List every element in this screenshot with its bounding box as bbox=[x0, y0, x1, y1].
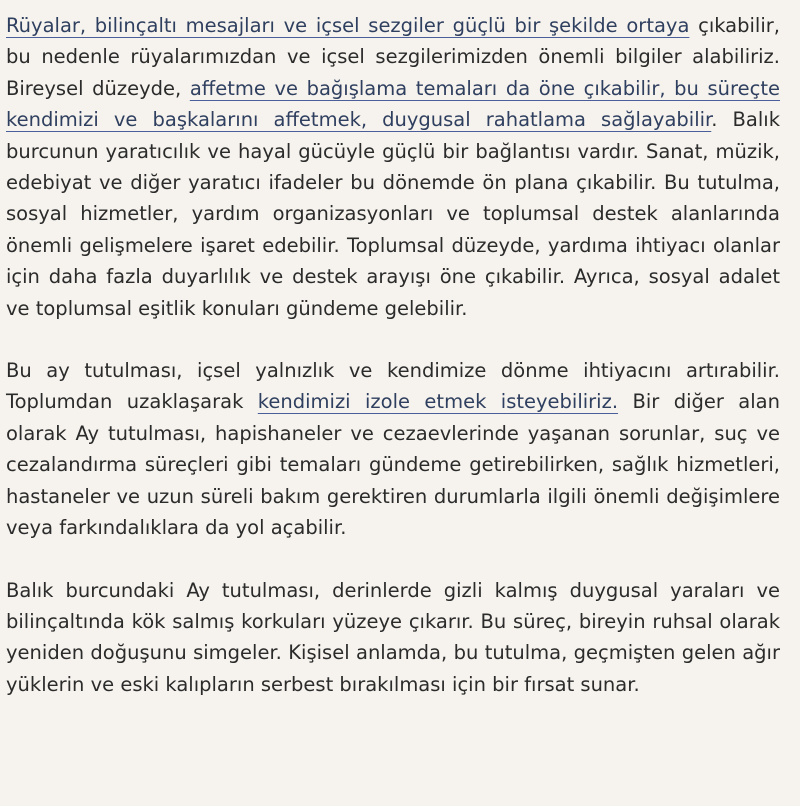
paragraph-emotional-wounds bbox=[6, 575, 780, 701]
paragraph-text: Balık burcundaki Ay tutulması, derinlerde gizli kalmış duygusal yaraları ve bilinçaltında kök salmış korkuları yüzeye çıkarır. Bu süreç, bireyin ruhsal olarak yeniden doğuşunu simgeler. Kişisel anlamda, bu tutulma, geçmişten gelen ağır yüklerin ve eski kalıpların serbest bırakılması için bir fırsat sunar. bbox=[6, 578, 780, 696]
article-body bbox=[6, 10, 780, 700]
highlight-isolation: kendimizi izole etmek isteyebiliriz. bbox=[257, 390, 619, 414]
paragraph-text: çıkabilir, bu nedenle rüyalarımızdan ve içsel sezgilerimizden önemli bilgiler alabiliriz. Bireysel düzeyde, bbox=[6, 14, 780, 100]
paragraph-text: Bir diğer alan olarak Ay tutulması, hapishaneler ve cezaevlerinde yaşanan sorunlar, suç ve cezalandırma süreçleri gibi temaları gündeme getirebilirken, sağlık hizmetleri, hastaneler ve uzun süreli bakım gerektiren durumlarla ilgili önemli değişimlere veya farkındalıklara da yol açabilir. bbox=[6, 390, 780, 540]
highlight-dreams: Rüyalar, bilinçaltı mesajları ve içsel sezgiler güçlü bir şekilde ortaya bbox=[6, 14, 690, 37]
paragraph-text: . Balık burcunun yaratıcılık ve hayal gücüyle güçlü bir bağlantısı vardır. Sanat, müzik, edebiyat ve diğer yaratıcı ifadeler bu dönemde ön plana çıkabilir. Bu tutulma, sosyal hizmetler, yardım organizasyonları ve toplumsal destek alanlarında önemli gelişmelere işaret edebilir. Toplumsal düzeyde, yardıma ihtiyacı olanlar için daha fazla duyarlılık ve destek arayışı öne çıkabilir. Ayrıca, sosyal adalet ve toplumsal eşitlik konuları gündeme gelebilir. bbox=[6, 108, 780, 320]
paragraph-solitude bbox=[6, 355, 780, 543]
paragraph-dreams-intuition bbox=[6, 10, 780, 324]
paragraph-text: Bu ay tutulması, içsel yalnızlık ve kendimize dönme ihtiyacını artırabilir. Toplumdan uzaklaşarak bbox=[6, 359, 780, 414]
highlight-forgiveness: affetme ve bağışlama temaları da öne çıkabilir, bu süreçte kendimizi ve başkalarını affetmek, duygusal rahatlama sağlayabilir bbox=[6, 76, 780, 132]
